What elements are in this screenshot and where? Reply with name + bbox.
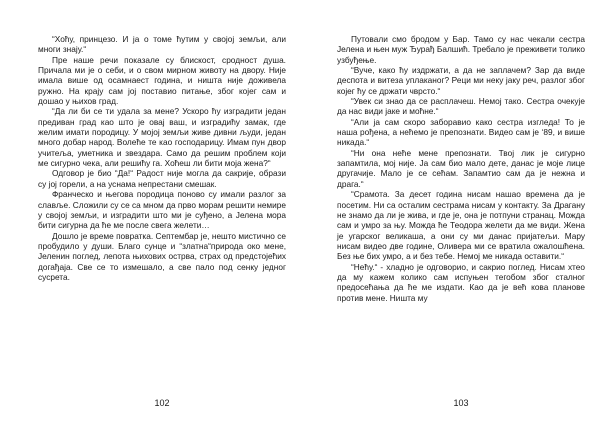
left-page (38, 34, 286, 282)
paragraph: “Вуче, како ћу издржати, а да не заплачем? Зар да виде деспота и витеза уплаканог? Реци ми неку јаку реч, разлог због којег ћу се држати чврсто.“ (337, 65, 585, 96)
paragraph: “Али ја сам скоро заборавио како сестра изгледа! То је наша рођена, а нећемо је препознати. Видео сам је ‘89, и више никада.“ (337, 116, 585, 148)
right-page-number: 103 (453, 398, 469, 408)
paragraph: Одговор је био “Да!“ Радост није могла да сакрије, образи су јој горели, а на уснама непрестани смешак. (38, 168, 286, 189)
paragraph: “Срамота. За десет година нисам нашао времена да је посетим. Ни са осталим сестрама нисам у контакту. За Драгану не знамо да ли је жива, и где је, она је потпуни странац. Можда сам и умро за њу. Можда ће Теодора желети да ме види. Жена је угарског великаша, а они су ми данас пријатељи. Мару нисам видео две године, Оливера ми се вратила ожалошћена. Без ње бих умро, а и без тебе. Немој ме никада оставити.“ (337, 189, 585, 262)
paragraph: Пре наше речи показале су блискост, сродност душа. Причала ми је о себи, и о свом мирном животу на двору. Није имала више од осамнаест година, и ништа није доживела ружно. На крају сам јој поставио питање, због којег сам и дошао у њихов град. (38, 54, 286, 107)
left-page-number: 102 (154, 398, 170, 408)
paragraph: “Ни она неће мене препознати. Твој лик је сигурно запамтила, мој није. Ја сам био мало дете, данас је моје лице другачије. Мало је се сећам. Запамтио сам да је нежна и драга.“ (337, 147, 585, 189)
paragraph: Дошло је време повратка. Септембар је, нешто мистично се пробудило у души. Благо сунце и “златна“природа око мене, Јеленин поглед, лепота њихових острва, страх од предстојећих догађаја. Све се то измешало, а све пало под сенку једног сусрета. (38, 230, 286, 282)
paragraph: Франческо и његова породица поново су имали разлог за славље. Сложили су се са мном да прво морам решити немире у својој земљи, и изградити што ми је суђено, а Јелена мора бити сигурна да ће ме после свега желети… (38, 189, 286, 231)
right-page (337, 34, 585, 303)
paragraph: “Нећу.“ - хладно је одговорио, и сакрио поглед. Нисам хтео да му кажем колико сам испуњен тегобом због сталног предосећања да ће ме издати. Као да је већ кова планове против мене. Ништа му (337, 261, 585, 303)
paragraph: “Да ли би се ти удала за мене? Ускоро ћу изградити један предиван град као што је овај ваш, и изградићу замак, где желим имати породицу. У мојој земљи живе дивни људи, један много добар народ. Волеће те као господарицу. Имам пун двор учитеља, уметника и звездара. Само да решим проблем који ме сигурно чека, али решићу га. Хоћеш ли бити моја жена?“ (38, 106, 286, 169)
paragraph: “Хоћу, принцезо. И ја о томе ћутим у својој земљи, али многи знају.“ (38, 34, 286, 55)
paragraph: Путовали смо бродом у Бар. Тамо су нас чекали сестра Јелена и њен муж Ђурађ Балшић. Требало је преживети толико узбуђење. (337, 34, 586, 65)
paragraph: “Увек си знао да се расплачеш. Немој тако. Сестра очекује да нас види јаке и моћне.“ (337, 96, 585, 117)
